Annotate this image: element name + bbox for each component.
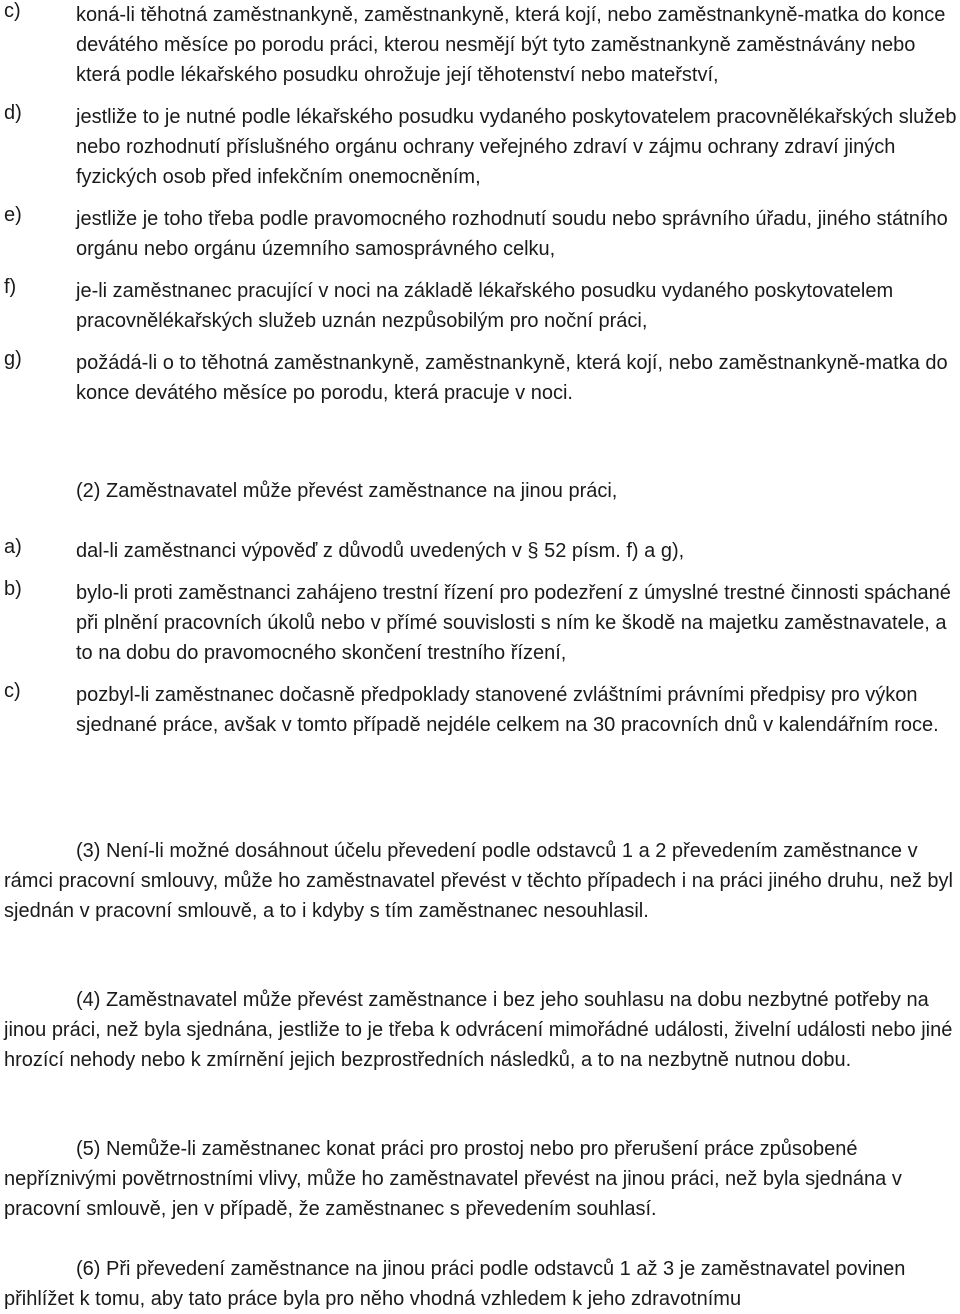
list-item-f (0, 276, 960, 336)
list-item-d (0, 102, 960, 192)
list-item-c (0, 0, 960, 90)
paragraph-3: (3) Není-li možné dosáhnout účelu převedení podle odstavců 1 a 2 převedením zaměstnance v rámci pracovní smlouvy, může ho zaměstnavatel převést v těchto případech i na práci jiného druhu, než byl sjednán v pracovní smlouvě, a to i kdyby s tím zaměstnanec nesouhlasil. (4, 840, 953, 922)
list-item-text: jestliže to je nutné podle lékařského posudku vydaného poskytovatelem pracovnělékařských služeb nebo rozhodnutí příslušného orgánu ochrany veřejného zdraví v zájmu ochrany zdraví jiných fyzických osob před infekčním onemocněním, (76, 106, 957, 188)
list-item-text: je-li zaměstnanec pracující v noci na základě lékařského posudku vydaného poskytovatelem pracovnělékařských služeb uznán nezpůsobilým pro noční práci, (76, 280, 894, 332)
list-item-text: požádá-li o to těhotná zaměstnankyně, zaměstnankyně, která kojí, nebo zaměstnankyně-matka do konce devátého měsíce po porodu, která pracuje v noci. (76, 352, 948, 404)
list-marker: e) (4, 204, 22, 226)
list-item-g (0, 348, 960, 408)
list-item-c2 (0, 680, 960, 740)
list-item-a (0, 536, 960, 566)
list-marker: f) (4, 276, 17, 298)
list-section-1 (0, 0, 960, 408)
list-item-text: dal-li zaměstnanci výpověď z důvodů uvedených v § 52 písm. f) a g), (76, 540, 685, 562)
list-item-text: pozbyl-li zaměstnanec dočasně předpoklady stanovené zvláštními právními předpisy pro výkon sjednané práce, avšak v tomto případě nejdéle celkem na 30 pracovních dnů v kalendářním roce. (76, 684, 939, 736)
list-item-text: bylo-li proti zaměstnanci zahájeno trestní řízení pro podezření z úmyslné trestné činnosti spáchané při plnění pracovních úkolů nebo v přímé souvislosti s ním ke škodě na majetku zaměstnavatele, a to na dobu do pravomocného skončení trestního řízení, (76, 582, 951, 664)
list-marker: a) (4, 536, 22, 558)
list-item-text: jestliže je toho třeba podle pravomocného rozhodnutí soudu nebo správního úřadu, jiného státního orgánu nebo orgánu územního samosprávného celku, (76, 208, 948, 260)
list-marker: c) (4, 680, 21, 702)
paragraph-2-intro: (2) Zaměstnavatel může převést zaměstnance na jinou práci, (76, 480, 618, 502)
list-section-2 (0, 536, 960, 740)
list-marker: d) (4, 102, 22, 124)
list-marker: b) (4, 578, 22, 600)
paragraph-6: (6) Při převedení zaměstnance na jinou práci podle odstavců 1 až 3 je zaměstnavatel povinen přihlížet k tomu, aby tato práce byla pro něho vhodná vzhledem k jeho zdravotnímu (4, 1258, 906, 1310)
list-item-b (0, 578, 960, 668)
list-item-e (0, 204, 960, 264)
list-marker: g) (4, 348, 22, 370)
paragraph-4: (4) Zaměstnavatel může převést zaměstnance i bez jeho souhlasu na dobu nezbytné potřeby na jinou práci, než byla sjednána, jestliže to je třeba k odvrácení mimořádné události, živelní události nebo jiné hrozící nehody nebo k zmírnění jejich bezprostředních následků, a to na nezbytně nutnou dobu. (4, 989, 953, 1071)
list-marker: c) (4, 0, 21, 22)
paragraph-5: (5) Nemůže-li zaměstnanec konat práci pro prostoj nebo pro přerušení práce způsobené nepříznivými povětrnostními vlivy, může ho zaměstnavatel převést na jinou práci, než byla sjednána v pracovní smlouvě, jen v případě, že zaměstnanec s převedením souhlasí. (4, 1138, 902, 1220)
list-item-text: koná-li těhotná zaměstnankyně, zaměstnankyně, která kojí, nebo zaměstnankyně-matka do konce devátého měsíce po porodu práci, kterou nesmějí být tyto zaměstnankyně zaměstnávány nebo která podle lékařského posudku ohrožuje její těhotenství nebo mateřství, (76, 4, 946, 86)
